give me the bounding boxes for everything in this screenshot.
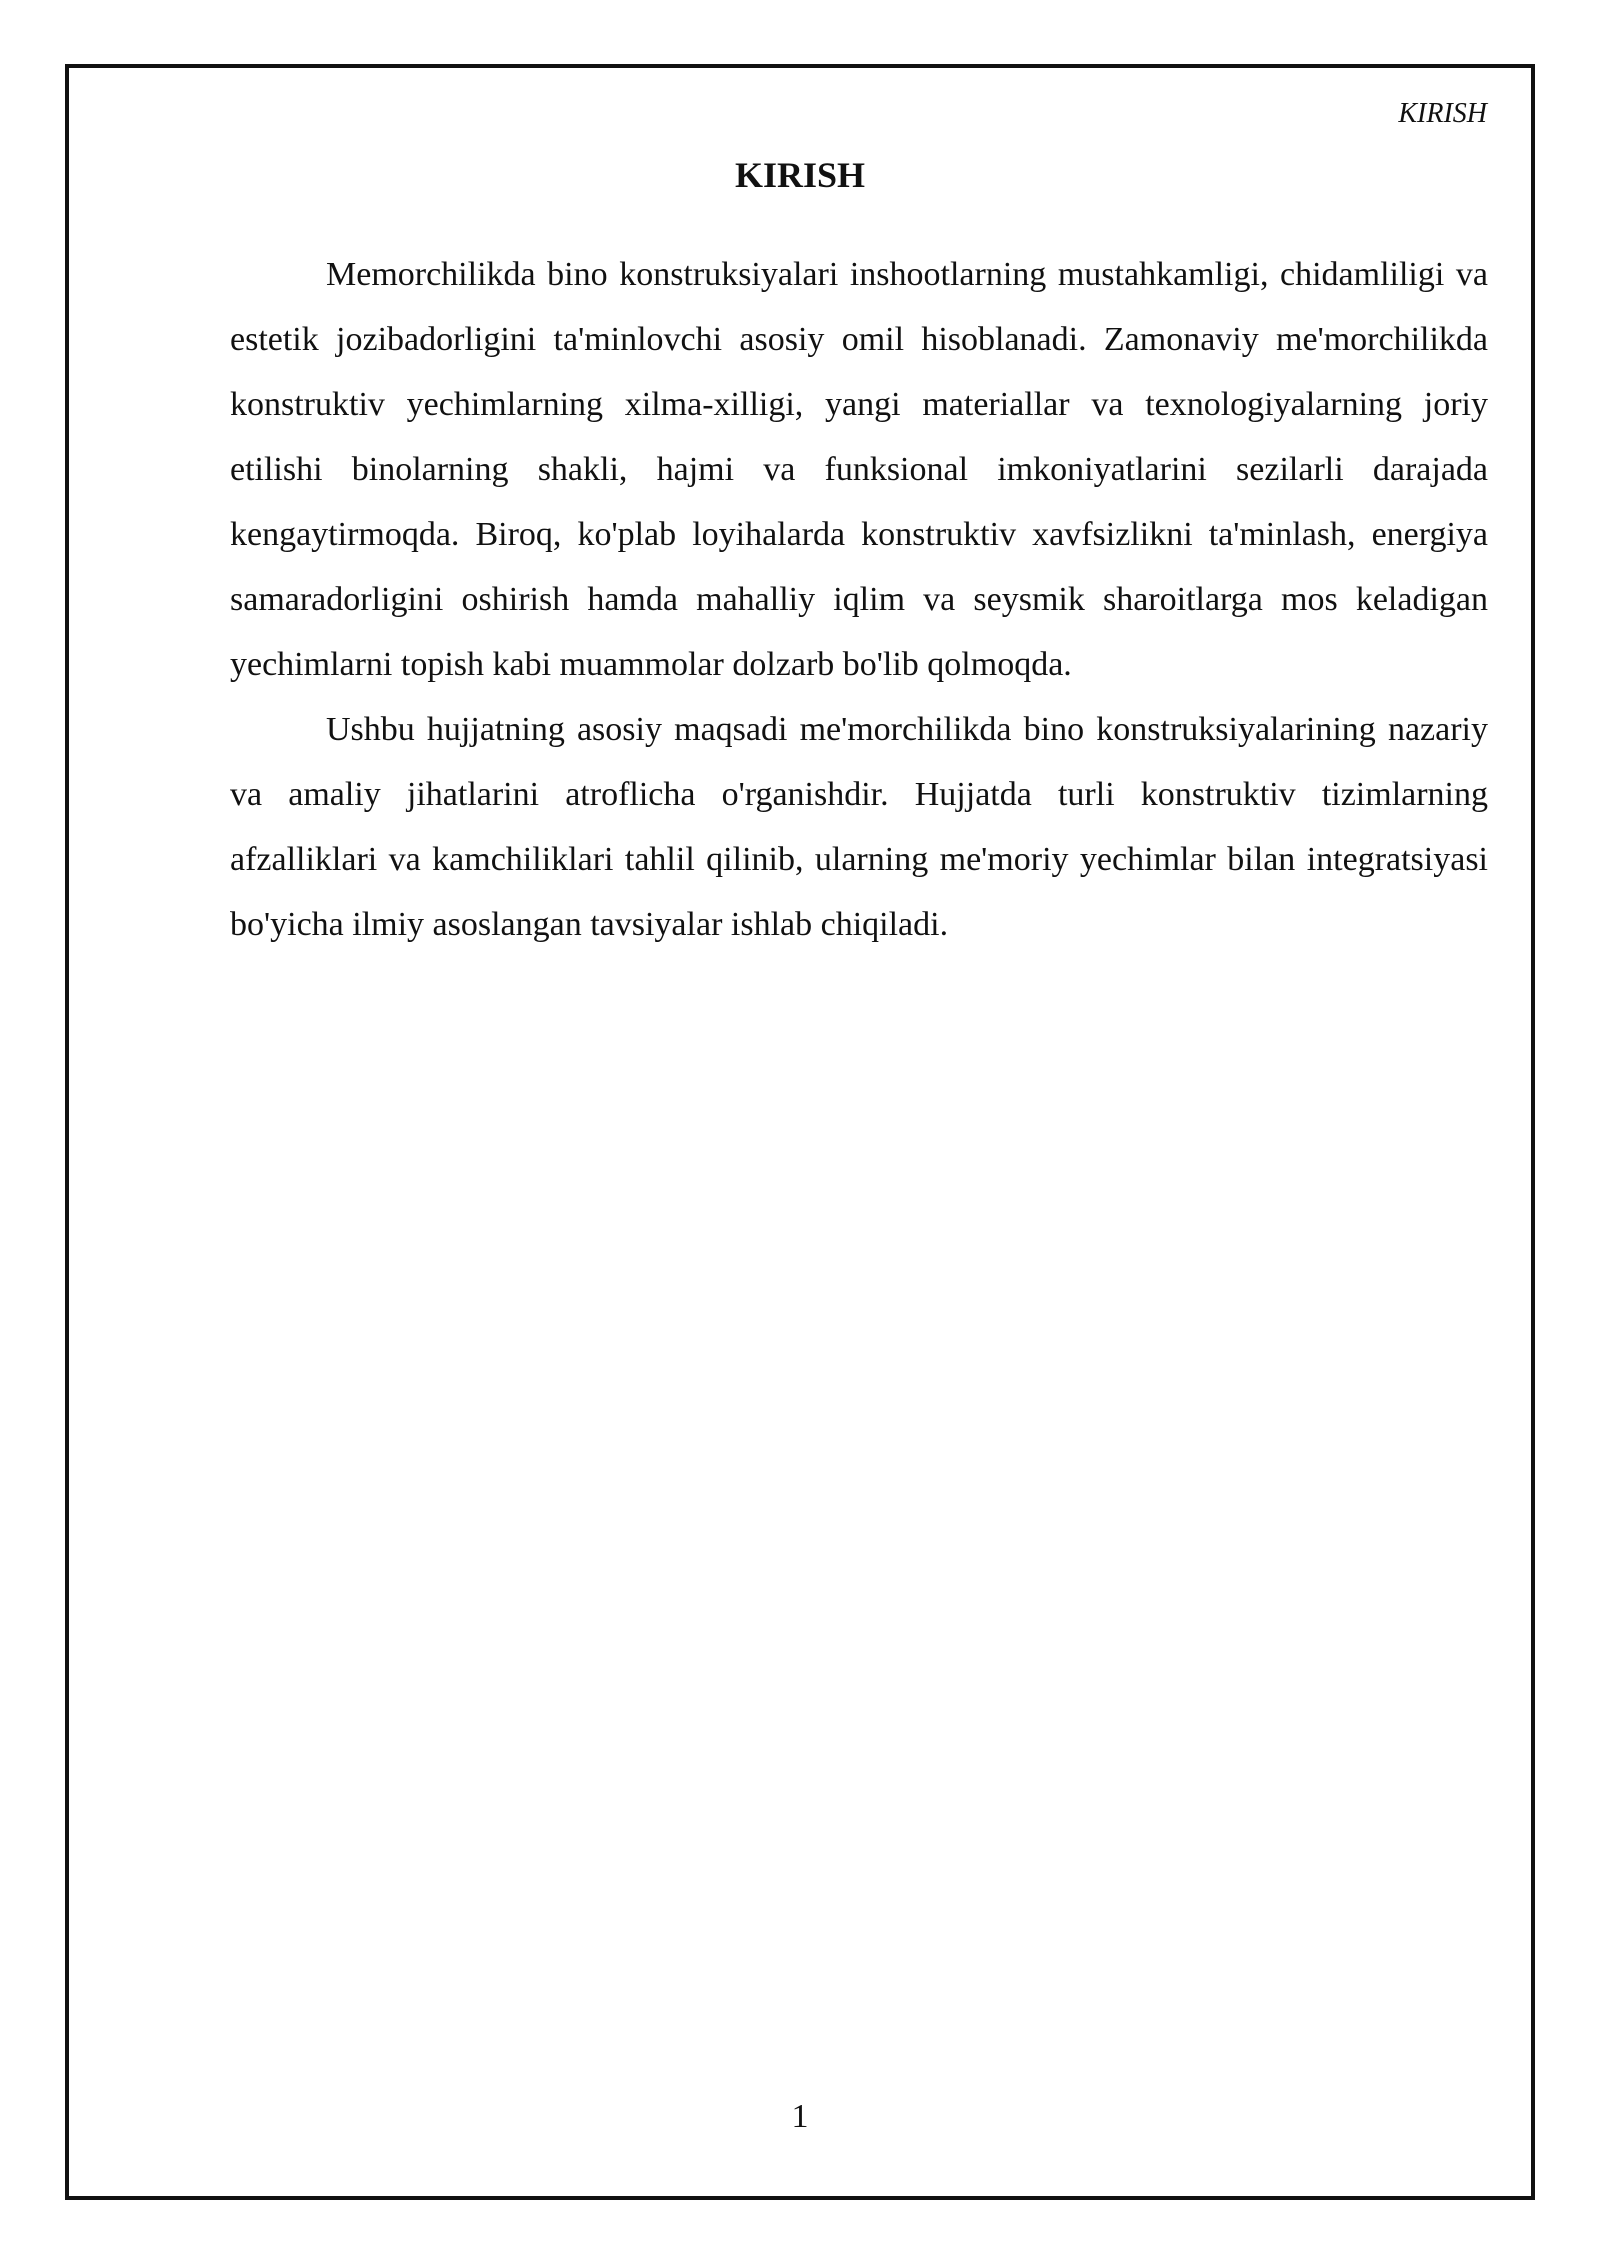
page-number: 1 (791, 2098, 809, 2135)
paragraph-2: Ushbu hujjatning asosiy maqsadi me'morchilikda bino konstruksiyalarining nazariy va amaliy jihatlarini atroflicha o'rganishdir. Hujjatda turli konstruktiv tizimlarning afzalliklari va kamchiliklari tahlil qilinib, ularning me'moriy yechimlar bilan integratsiyasi bo'yicha ilmiy asoslangan tavsiyalar ishlab chiqiladi. (230, 711, 1488, 943)
document-body (230, 242, 1488, 957)
document-title: KIRISH (734, 155, 866, 195)
running-header: KIRISH (1398, 98, 1487, 129)
paragraph-1: Memorchilikda bino konstruksiyalari inshootlarning mustahkamligi, chidamliligi va estetik jozibadorligini ta'minlovchi asosiy omil hisoblanadi. Zamonaviy me'morchilikda konstruktiv yechimlarning xilma-xilligi, yangi materiallar va texnologiyalarning joriy etilishi binolarning shakli, hajmi va funksional imkoniyatlarini sezilarli darajada kengaytirmoqda. Biroq, ko'plab loyihalarda konstruktiv xavfsizlikni ta'minlash, energiya samaradorligini oshirish hamda mahalliy iqlim va seysmik sharoitlarga mos keladigan yechimlarni topish kabi muammolar dolzarb bo'lib qolmoqda. (230, 256, 1488, 683)
